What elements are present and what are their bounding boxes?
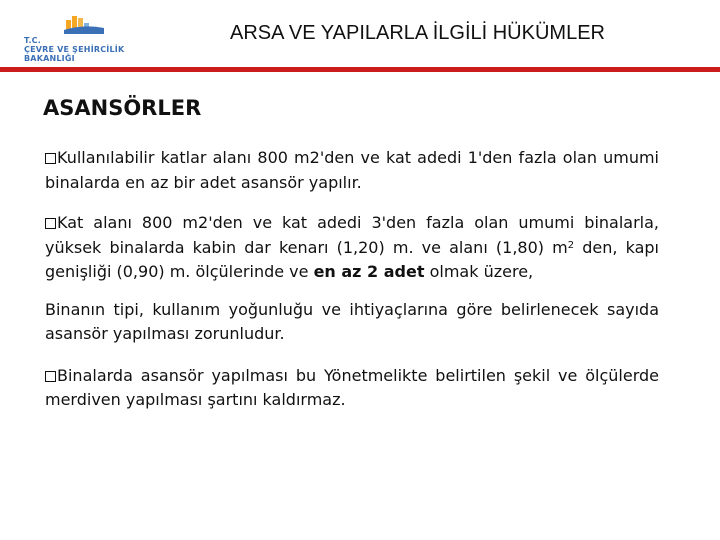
slide-body [45,146,659,426]
square-bullet-icon [45,371,56,382]
logo-line-2: ÇEVRE VE ŞEHİRCİLİK [24,45,125,54]
paragraph-2 [45,211,659,285]
paragraph-4 [45,364,659,413]
logo-line-3: BAKANLIĞI [24,54,75,63]
buildings-icon [64,14,104,34]
paragraph-1 [45,146,659,195]
slide-title: ARSA VE YAPILARLA İLGİLİ HÜKÜMLER [230,22,605,44]
ministry-logo [14,14,164,68]
title-divider [0,67,720,72]
square-bullet-icon [45,218,56,229]
logo-text [24,36,124,63]
paragraph-2-text-c: olmak üzere, [424,262,534,281]
paragraph-4-text: Binalarda asansör yapılması bu Yönetmelikte belirtilen şekil ve ölçülerde merdiven yapılması şartını kaldırmaz. [45,365,659,409]
paragraph-3-text: Binanın tipi, kullanım yoğunluğu ve ihtiyaçlarına göre belirlenecek sayıda asansör yapılması zorunludur. [45,299,659,343]
paragraph-1-text: Kullanılabilir katlar alanı 800 m2'den ve kat adedi 1'den fazla olan umumi binalarda en az bir adet asansör yapılır. [45,148,659,192]
logo-line-1: T.C. [24,36,41,45]
paragraph-3 [45,298,659,347]
square-bullet-icon [45,153,56,164]
superscript-2: 2 [567,239,575,251]
paragraph-2-bold: en az 2 adet [313,262,425,281]
paragraph-2-text-a: Kat alanı 800 m2'den ve kat adedi 3'den fazla olan umumi binalarla, yüksek binalarda kabin dar kenarı (1,20) m. ve alanı (1,80) m [45,213,659,257]
section-heading: ASANSÖRLER [43,96,202,120]
paragraph-2-text-b: den, kapı genişliği (0,90) m. ölçülerinde ve [45,237,659,281]
